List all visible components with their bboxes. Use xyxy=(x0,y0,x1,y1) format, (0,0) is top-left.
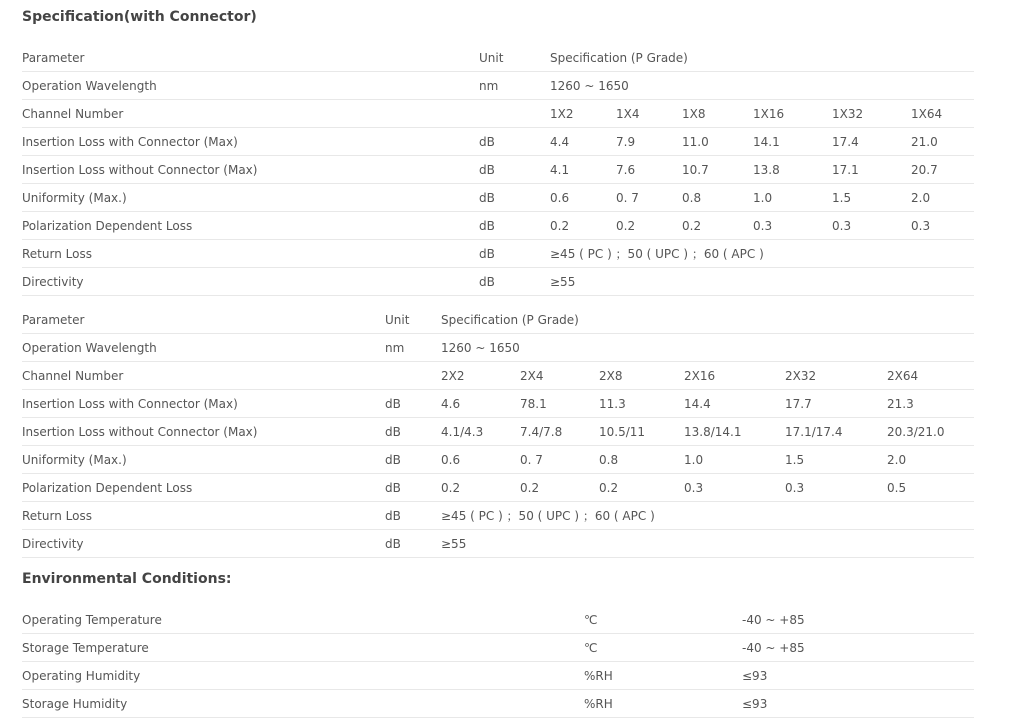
unit-cell: dB xyxy=(385,530,441,558)
unit-cell: dB xyxy=(479,156,550,184)
unit-cell: dB xyxy=(479,268,550,296)
unit-cell: nm xyxy=(385,334,441,362)
value-cell: -40 ~ +85 xyxy=(742,606,974,634)
unit-cell: dB xyxy=(479,212,550,240)
value-cell: ≤93 xyxy=(742,662,974,690)
value-cell: 0.3 xyxy=(832,212,911,240)
unit-cell: nm xyxy=(479,72,550,100)
table-row xyxy=(22,128,974,156)
value-cell: 0.2 xyxy=(550,212,616,240)
parameter-cell: Polarization Dependent Loss xyxy=(22,474,385,502)
table-row xyxy=(22,362,974,390)
unit-cell: dB xyxy=(385,390,441,418)
spec-table-1x xyxy=(22,44,974,296)
unit-cell: %RH xyxy=(584,662,742,690)
value-cell: 21.0 xyxy=(911,128,974,156)
table-row xyxy=(22,390,974,418)
parameter-cell: Channel Number xyxy=(22,100,479,128)
unit-cell: dB xyxy=(385,474,441,502)
header-spec: Specification (P Grade) xyxy=(550,44,974,72)
table-row xyxy=(22,156,974,184)
value-cell: 1X8 xyxy=(682,100,753,128)
parameter-cell: Return Loss xyxy=(22,240,479,268)
value-cell: ≤93 xyxy=(742,690,974,718)
value-cell: 0.2 xyxy=(520,474,599,502)
table-row xyxy=(22,502,974,530)
unit-cell: dB xyxy=(479,240,550,268)
value-cell: 1.5 xyxy=(785,446,887,474)
value-cell: 2X8 xyxy=(599,362,684,390)
parameter-cell: Operation Wavelength xyxy=(22,334,385,362)
parameter-cell: Insertion Loss without Connector (Max) xyxy=(22,418,385,446)
value-cell: 0. 7 xyxy=(520,446,599,474)
parameter-cell: Insertion Loss with Connector (Max) xyxy=(22,390,385,418)
value-cell: 1.0 xyxy=(684,446,785,474)
value-cell: 20.3/21.0 xyxy=(887,418,974,446)
parameter-cell: Directivity xyxy=(22,530,385,558)
header-parameter: Parameter xyxy=(22,44,479,72)
value-cell: 10.5/11 xyxy=(599,418,684,446)
value-cell: 10.7 xyxy=(682,156,753,184)
spec-span-cell: ≥45 ( PC ) ；50 ( UPC ) ；60 ( APC ) xyxy=(441,502,974,530)
spec-span-cell: ≥55 xyxy=(441,530,974,558)
value-cell: 1X16 xyxy=(753,100,832,128)
value-cell: 21.3 xyxy=(887,390,974,418)
table-row xyxy=(22,474,974,502)
parameter-cell: Return Loss xyxy=(22,502,385,530)
value-cell: 1X64 xyxy=(911,100,974,128)
value-cell: 0.5 xyxy=(887,474,974,502)
parameter-cell: Channel Number xyxy=(22,362,385,390)
value-cell: 2X16 xyxy=(684,362,785,390)
value-cell: 2X4 xyxy=(520,362,599,390)
value-cell: 4.4 xyxy=(550,128,616,156)
value-cell: 1X32 xyxy=(832,100,911,128)
value-cell: 0.6 xyxy=(441,446,520,474)
value-cell: 14.1 xyxy=(753,128,832,156)
value-cell: 0.8 xyxy=(599,446,684,474)
parameter-cell: Uniformity (Max.) xyxy=(22,446,385,474)
env-table xyxy=(22,606,974,718)
unit-cell: dB xyxy=(385,502,441,530)
parameter-cell: Operating Humidity xyxy=(22,662,584,690)
value-cell: 2.0 xyxy=(911,184,974,212)
spec-span-cell: ≥55 xyxy=(550,268,974,296)
table-row xyxy=(22,334,974,362)
value-cell: 17.1 xyxy=(832,156,911,184)
value-cell: 7.4/7.8 xyxy=(520,418,599,446)
unit-cell: dB xyxy=(479,184,550,212)
parameter-cell: Operating Temperature xyxy=(22,606,584,634)
table-row xyxy=(22,634,974,662)
value-cell: 0.3 xyxy=(911,212,974,240)
parameter-cell: Insertion Loss without Connector (Max) xyxy=(22,156,479,184)
unit-cell: dB xyxy=(479,128,550,156)
value-cell: 0.2 xyxy=(616,212,682,240)
spec-table-2x xyxy=(22,306,974,558)
value-cell: 0.8 xyxy=(682,184,753,212)
parameter-cell: Storage Temperature xyxy=(22,634,584,662)
table-row xyxy=(22,418,974,446)
value-cell: 14.4 xyxy=(684,390,785,418)
parameter-cell: Directivity xyxy=(22,268,479,296)
value-cell: 0.2 xyxy=(682,212,753,240)
header-unit: Unit xyxy=(479,44,550,72)
value-cell: 0.6 xyxy=(550,184,616,212)
value-cell: 11.0 xyxy=(682,128,753,156)
env-title: Environmental Conditions: xyxy=(22,571,232,587)
value-cell: 2.0 xyxy=(887,446,974,474)
header-row xyxy=(22,306,974,334)
table-row xyxy=(22,446,974,474)
table-row xyxy=(22,530,974,558)
value-cell: 17.7 xyxy=(785,390,887,418)
unit-cell: %RH xyxy=(584,690,742,718)
value-cell: 0.3 xyxy=(753,212,832,240)
value-cell: 17.1/17.4 xyxy=(785,418,887,446)
table-row xyxy=(22,240,974,268)
value-cell: 0.2 xyxy=(599,474,684,502)
value-cell: 2X2 xyxy=(441,362,520,390)
value-cell: 20.7 xyxy=(911,156,974,184)
parameter-cell: Storage Humidity xyxy=(22,690,584,718)
value-cell: 7.9 xyxy=(616,128,682,156)
header-unit: Unit xyxy=(385,306,441,334)
value-cell: 11.3 xyxy=(599,390,684,418)
unit-cell: ℃ xyxy=(584,606,742,634)
parameter-cell: Insertion Loss with Connector (Max) xyxy=(22,128,479,156)
header-row xyxy=(22,44,974,72)
value-cell: 0.2 xyxy=(441,474,520,502)
value-cell: 0.3 xyxy=(684,474,785,502)
spec-span-cell: 1260 ~ 1650 xyxy=(550,72,974,100)
table-row xyxy=(22,690,974,718)
value-cell: -40 ~ +85 xyxy=(742,634,974,662)
value-cell: 4.1 xyxy=(550,156,616,184)
header-parameter: Parameter xyxy=(22,306,385,334)
table-row xyxy=(22,184,974,212)
value-cell: 1X2 xyxy=(550,100,616,128)
value-cell: 17.4 xyxy=(832,128,911,156)
value-cell: 1.5 xyxy=(832,184,911,212)
value-cell: 13.8 xyxy=(753,156,832,184)
table-row xyxy=(22,268,974,296)
value-cell: 13.8/14.1 xyxy=(684,418,785,446)
value-cell: 0. 7 xyxy=(616,184,682,212)
value-cell: 2X32 xyxy=(785,362,887,390)
table-row xyxy=(22,100,974,128)
parameter-cell: Polarization Dependent Loss xyxy=(22,212,479,240)
unit-cell: ℃ xyxy=(584,634,742,662)
parameter-cell: Operation Wavelength xyxy=(22,72,479,100)
value-cell: 7.6 xyxy=(616,156,682,184)
table-row xyxy=(22,606,974,634)
value-cell: 1X4 xyxy=(616,100,682,128)
table-row xyxy=(22,212,974,240)
value-cell: 0.3 xyxy=(785,474,887,502)
unit-cell xyxy=(385,362,441,390)
value-cell: 4.6 xyxy=(441,390,520,418)
spec-span-cell: 1260 ~ 1650 xyxy=(441,334,974,362)
unit-cell: dB xyxy=(385,418,441,446)
value-cell: 78.1 xyxy=(520,390,599,418)
unit-cell xyxy=(479,100,550,128)
table-row xyxy=(22,662,974,690)
spec-title: Specification(with Connector) xyxy=(22,9,257,25)
parameter-cell: Uniformity (Max.) xyxy=(22,184,479,212)
value-cell: 1.0 xyxy=(753,184,832,212)
spec-span-cell: ≥45 ( PC ) ；50 ( UPC ) ；60 ( APC ) xyxy=(550,240,974,268)
value-cell: 4.1/4.3 xyxy=(441,418,520,446)
table-row xyxy=(22,72,974,100)
header-spec: Specification (P Grade) xyxy=(441,306,974,334)
unit-cell: dB xyxy=(385,446,441,474)
value-cell: 2X64 xyxy=(887,362,974,390)
